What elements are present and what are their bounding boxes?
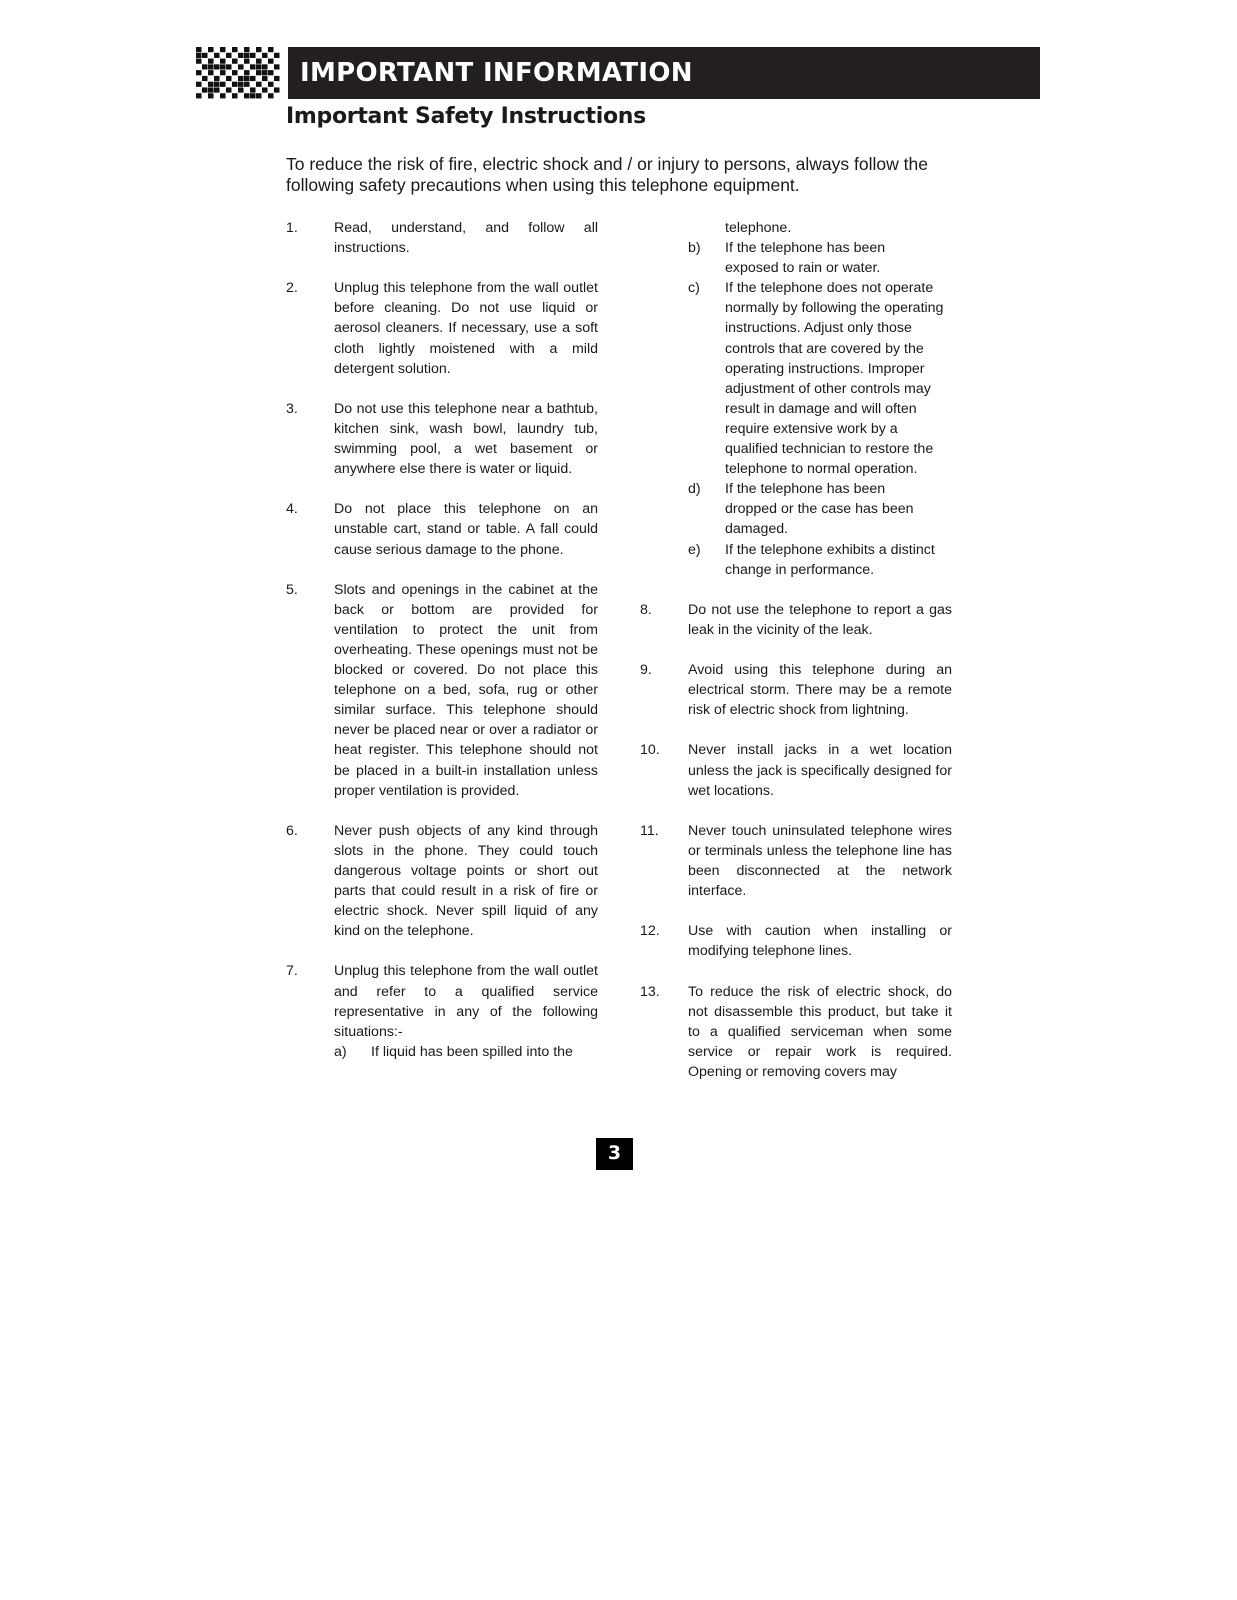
item-number: 12.: [640, 923, 660, 940]
item-text: Never install jacks in a wet location unless the jack is specifically designed for wet locations.: [688, 742, 952, 799]
list-item: [286, 580, 598, 801]
list-item: [286, 961, 598, 1061]
sub-item-label: b): [688, 240, 701, 257]
item-text: Never push objects of any kind through slots in the phone. They could touch dangerous voltage points or short out parts that could result in a risk of fire or electric shock. Never spill liquid of any kind on the telephone.: [334, 822, 598, 940]
item-text: Use with caution when installing or modifying telephone lines.: [688, 923, 952, 960]
item-text: Unplug this telephone from the wall outlet and refer to a qualified service representative in any of the following situations:-: [334, 963, 598, 1040]
sub-item-label: e): [688, 541, 701, 558]
sub-item-text: If liquid has been spilled into the: [371, 1043, 573, 1060]
item-number: 8.: [640, 601, 652, 618]
item-text: Do not use the telephone to report a gas leak in the vicinity of the leak.: [688, 601, 952, 638]
list-item: [640, 600, 952, 640]
sub-item-text: If the telephone does not operate normally by following the operating instructions. Adjust only those controls that are covered by the operating instructions. Improper adjustment of other controls may result in damage and will often require extensive work by a qualified technician to restore the telephone to normal operation.: [725, 280, 944, 478]
right-column: [640, 218, 952, 1082]
sub-item-label: c): [688, 280, 700, 297]
header-banner: [288, 47, 1040, 99]
sub-item: [334, 1042, 598, 1062]
item-text: Unplug this telephone from the wall outlet before cleaning. Do not use liquid or aerosol cleaners. If necessary, use a soft cloth lightly moistened with a mild detergent solution.: [334, 280, 598, 377]
section-title: Important Safety Instructions: [286, 104, 646, 129]
item-text: Never touch uninsulated telephone wires or terminals unless the telephone line has been disconnected at the network interface.: [688, 822, 952, 900]
list-item: [286, 499, 598, 559]
page-number: 3: [596, 1138, 633, 1170]
item-text: To reduce the risk of electric shock, do not disassemble this product, but take it to a qualified serviceman when some service or repair work is required. Opening or removing covers may: [688, 983, 952, 1080]
list-item: [286, 399, 598, 479]
sub-item: [688, 238, 952, 278]
list-item: [640, 921, 952, 961]
item-text: Read, understand, and follow all instructions.: [334, 220, 598, 257]
item-number: 4.: [286, 501, 298, 518]
list-item: [286, 278, 598, 378]
item-text: Do not place this telephone on an unstable cart, stand or table. A fall could cause serious damage to the phone.: [334, 501, 598, 558]
page-header-title: IMPORTANT INFORMATION: [300, 58, 693, 88]
list-item: [640, 740, 952, 800]
sub-item-label: a): [334, 1043, 347, 1060]
list-item: [286, 821, 598, 942]
item-number: 1.: [286, 220, 298, 236]
item-number: 5.: [286, 581, 298, 598]
intro-paragraph: To reduce the risk of fire, electric shock and / or injury to persons, always follow the following safety precautions when using this telephone equipment.: [286, 154, 928, 195]
left-column: [286, 218, 598, 1062]
sub-item-label: d): [688, 481, 701, 498]
list-item: [640, 821, 952, 901]
sub-item-text: If the telephone exhibits a distinct change in performance.: [725, 541, 935, 578]
list-item: [640, 982, 952, 1082]
list-item: [640, 660, 952, 720]
item-number: 11.: [640, 822, 659, 839]
sub-item-text: If the telephone has been dropped or the case has been damaged.: [725, 481, 914, 538]
item-number: 10.: [640, 742, 660, 759]
sub-item-list: [640, 218, 952, 580]
item-number: 3.: [286, 400, 298, 417]
item-text: Avoid using this telephone during an electrical storm. There may be a remote risk of electric shock from lightning.: [688, 662, 952, 719]
sub-item-text-continued: telephone.: [725, 220, 792, 236]
item-number: 7.: [286, 963, 298, 980]
sub-item: [688, 479, 952, 539]
item-text: Slots and openings in the cabinet at the back or bottom are provided for ventilation to protect the unit from overheating. These openings must not be blocked or covered. Do not place this telephone on a bed, sofa, rug or other similar surface. This telephone should never be placed near or over a radiator or heat register. This telephone should not be placed in a built-in installation unless proper ventilation is provided.: [334, 581, 598, 799]
item-number: 9.: [640, 662, 652, 679]
list-item: [286, 218, 598, 258]
sub-item-text: If the telephone has been exposed to rain or water.: [725, 240, 886, 277]
sub-item: [688, 278, 952, 479]
item-text: Do not use this telephone near a bathtub, kitchen sink, wash bowl, laundry tub, swimming pool, a wet basement or anywhere else there is water or liquid.: [334, 400, 598, 478]
sub-item: [688, 540, 952, 580]
item-number: 2.: [286, 280, 298, 297]
checkered-pattern-icon: [196, 47, 280, 99]
item-number: 6.: [286, 822, 298, 839]
item-number: 13.: [640, 983, 660, 1000]
